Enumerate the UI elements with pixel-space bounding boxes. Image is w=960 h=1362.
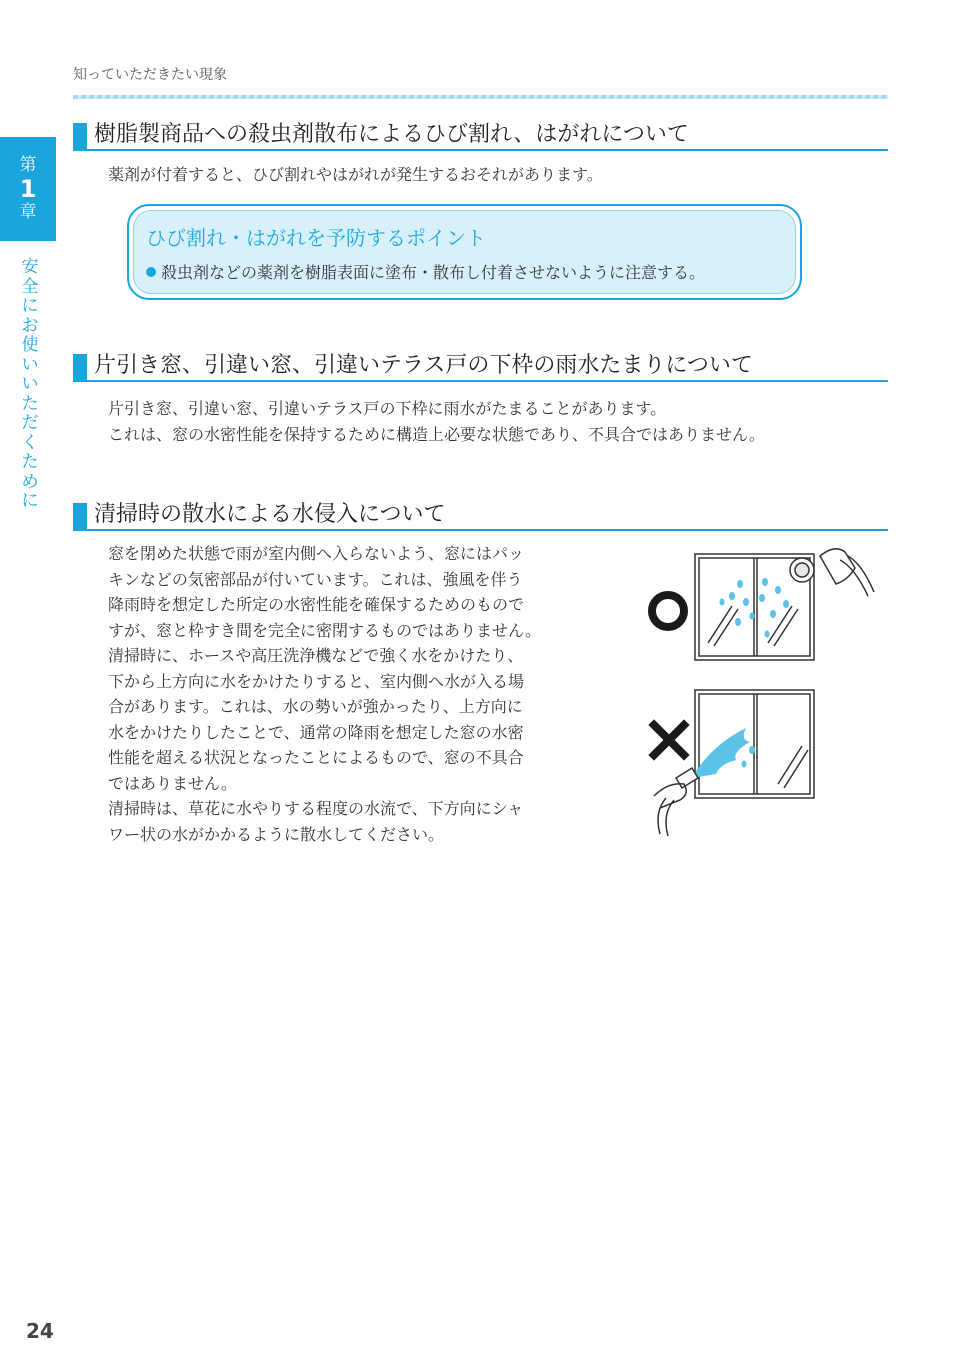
body-line: 窓を閉めた状態で雨が室内側へ入らないよう、窓にはパッ xyxy=(108,544,525,563)
body-line: これは、窓の水密性能を保持するために構造上必要な状態であり、不具合ではありません。 xyxy=(108,425,765,444)
heading-marker xyxy=(73,123,87,149)
section-heading-cleaning xyxy=(73,501,888,531)
body-line: 清掃時は、草花に水やりする程度の水流で、下方向にシャ xyxy=(108,799,524,818)
body-line: 性能を超える状況となったことによるもので、窓の不具合 xyxy=(108,748,524,767)
body-line: ワー状の水がかかるように散水してください。 xyxy=(108,824,445,844)
cross-ng-icon xyxy=(654,725,684,755)
body-line: 水をかけたりしたことで、通常の降雨を想定した窓の水密 xyxy=(108,722,524,742)
header-divider xyxy=(73,95,888,99)
body-line: すが、窓と枠すき間を完全に密閉するものではありません。 xyxy=(108,620,541,640)
heading-marker xyxy=(73,503,87,529)
circle-ok-icon xyxy=(652,595,684,627)
chapter-prefix: 第 xyxy=(19,155,37,175)
page-number: 24 xyxy=(26,1319,54,1343)
prevention-point-title: ひび割れ・はがれを予防するポイント xyxy=(146,226,486,250)
hose-hand-icon xyxy=(654,768,698,836)
chapter-side-title: 安全にお使いいただくために xyxy=(21,257,39,511)
correct-watering-illustration xyxy=(640,538,880,668)
section-body-cleaning xyxy=(108,541,608,847)
prevention-point-item xyxy=(146,260,705,283)
chapter-suffix: 章 xyxy=(19,202,37,222)
body-line: 片引き窓、引違い窓、引違いテラス戸の下枠に雨水がたまることがあります。 xyxy=(108,399,667,418)
section-body-rainwater xyxy=(108,396,765,448)
chapter-tab xyxy=(0,137,56,241)
prevention-point-text: 殺虫剤などの薬剤を樹脂表面に塗布・散布し付着させないように注意する。 xyxy=(161,263,706,282)
section-title-resin: 樹脂製商品への殺虫剤散布によるひび割れ、はがれについて xyxy=(94,122,689,147)
section-body-resin: 薬剤が付着すると、ひび割れやはがれが発生するおそれがあります。 xyxy=(108,165,603,184)
body-line: ではありません。 xyxy=(108,773,237,793)
section-heading-resin xyxy=(73,121,888,151)
bullet-icon xyxy=(146,267,156,277)
shower-head-icon xyxy=(790,549,874,596)
body-line: キンなどの気密部品が付いています。これは、強風を伴う xyxy=(108,569,523,589)
running-header: 知っていただきたい現象 xyxy=(73,67,227,83)
heading-marker xyxy=(73,354,87,380)
section-title-cleaning: 清掃時の散水による水侵入について xyxy=(94,502,446,527)
incorrect-watering-illustration xyxy=(640,684,880,844)
section-heading-rainwater xyxy=(73,352,888,382)
chapter-number: 1 xyxy=(19,175,37,203)
body-line: 合があります。これは、水の勢いが強かったり、上方向に xyxy=(108,697,523,716)
prevention-point-box xyxy=(127,204,802,300)
body-line: 降雨時を想定した所定の水密性能を確保するためのもので xyxy=(108,595,525,614)
body-line: 下から上方向に水をかけたりすると、室内側へ水が入る場 xyxy=(108,671,525,691)
body-line: 清掃時に、ホースや高圧洗浄機などで強く水をかけたり、 xyxy=(108,646,524,665)
section-title-rainwater: 片引き窓、引違い窓、引違いテラス戸の下枠の雨水たまりについて xyxy=(94,353,753,378)
window-frame-icon xyxy=(695,690,814,798)
water-spray-icon xyxy=(692,728,755,778)
